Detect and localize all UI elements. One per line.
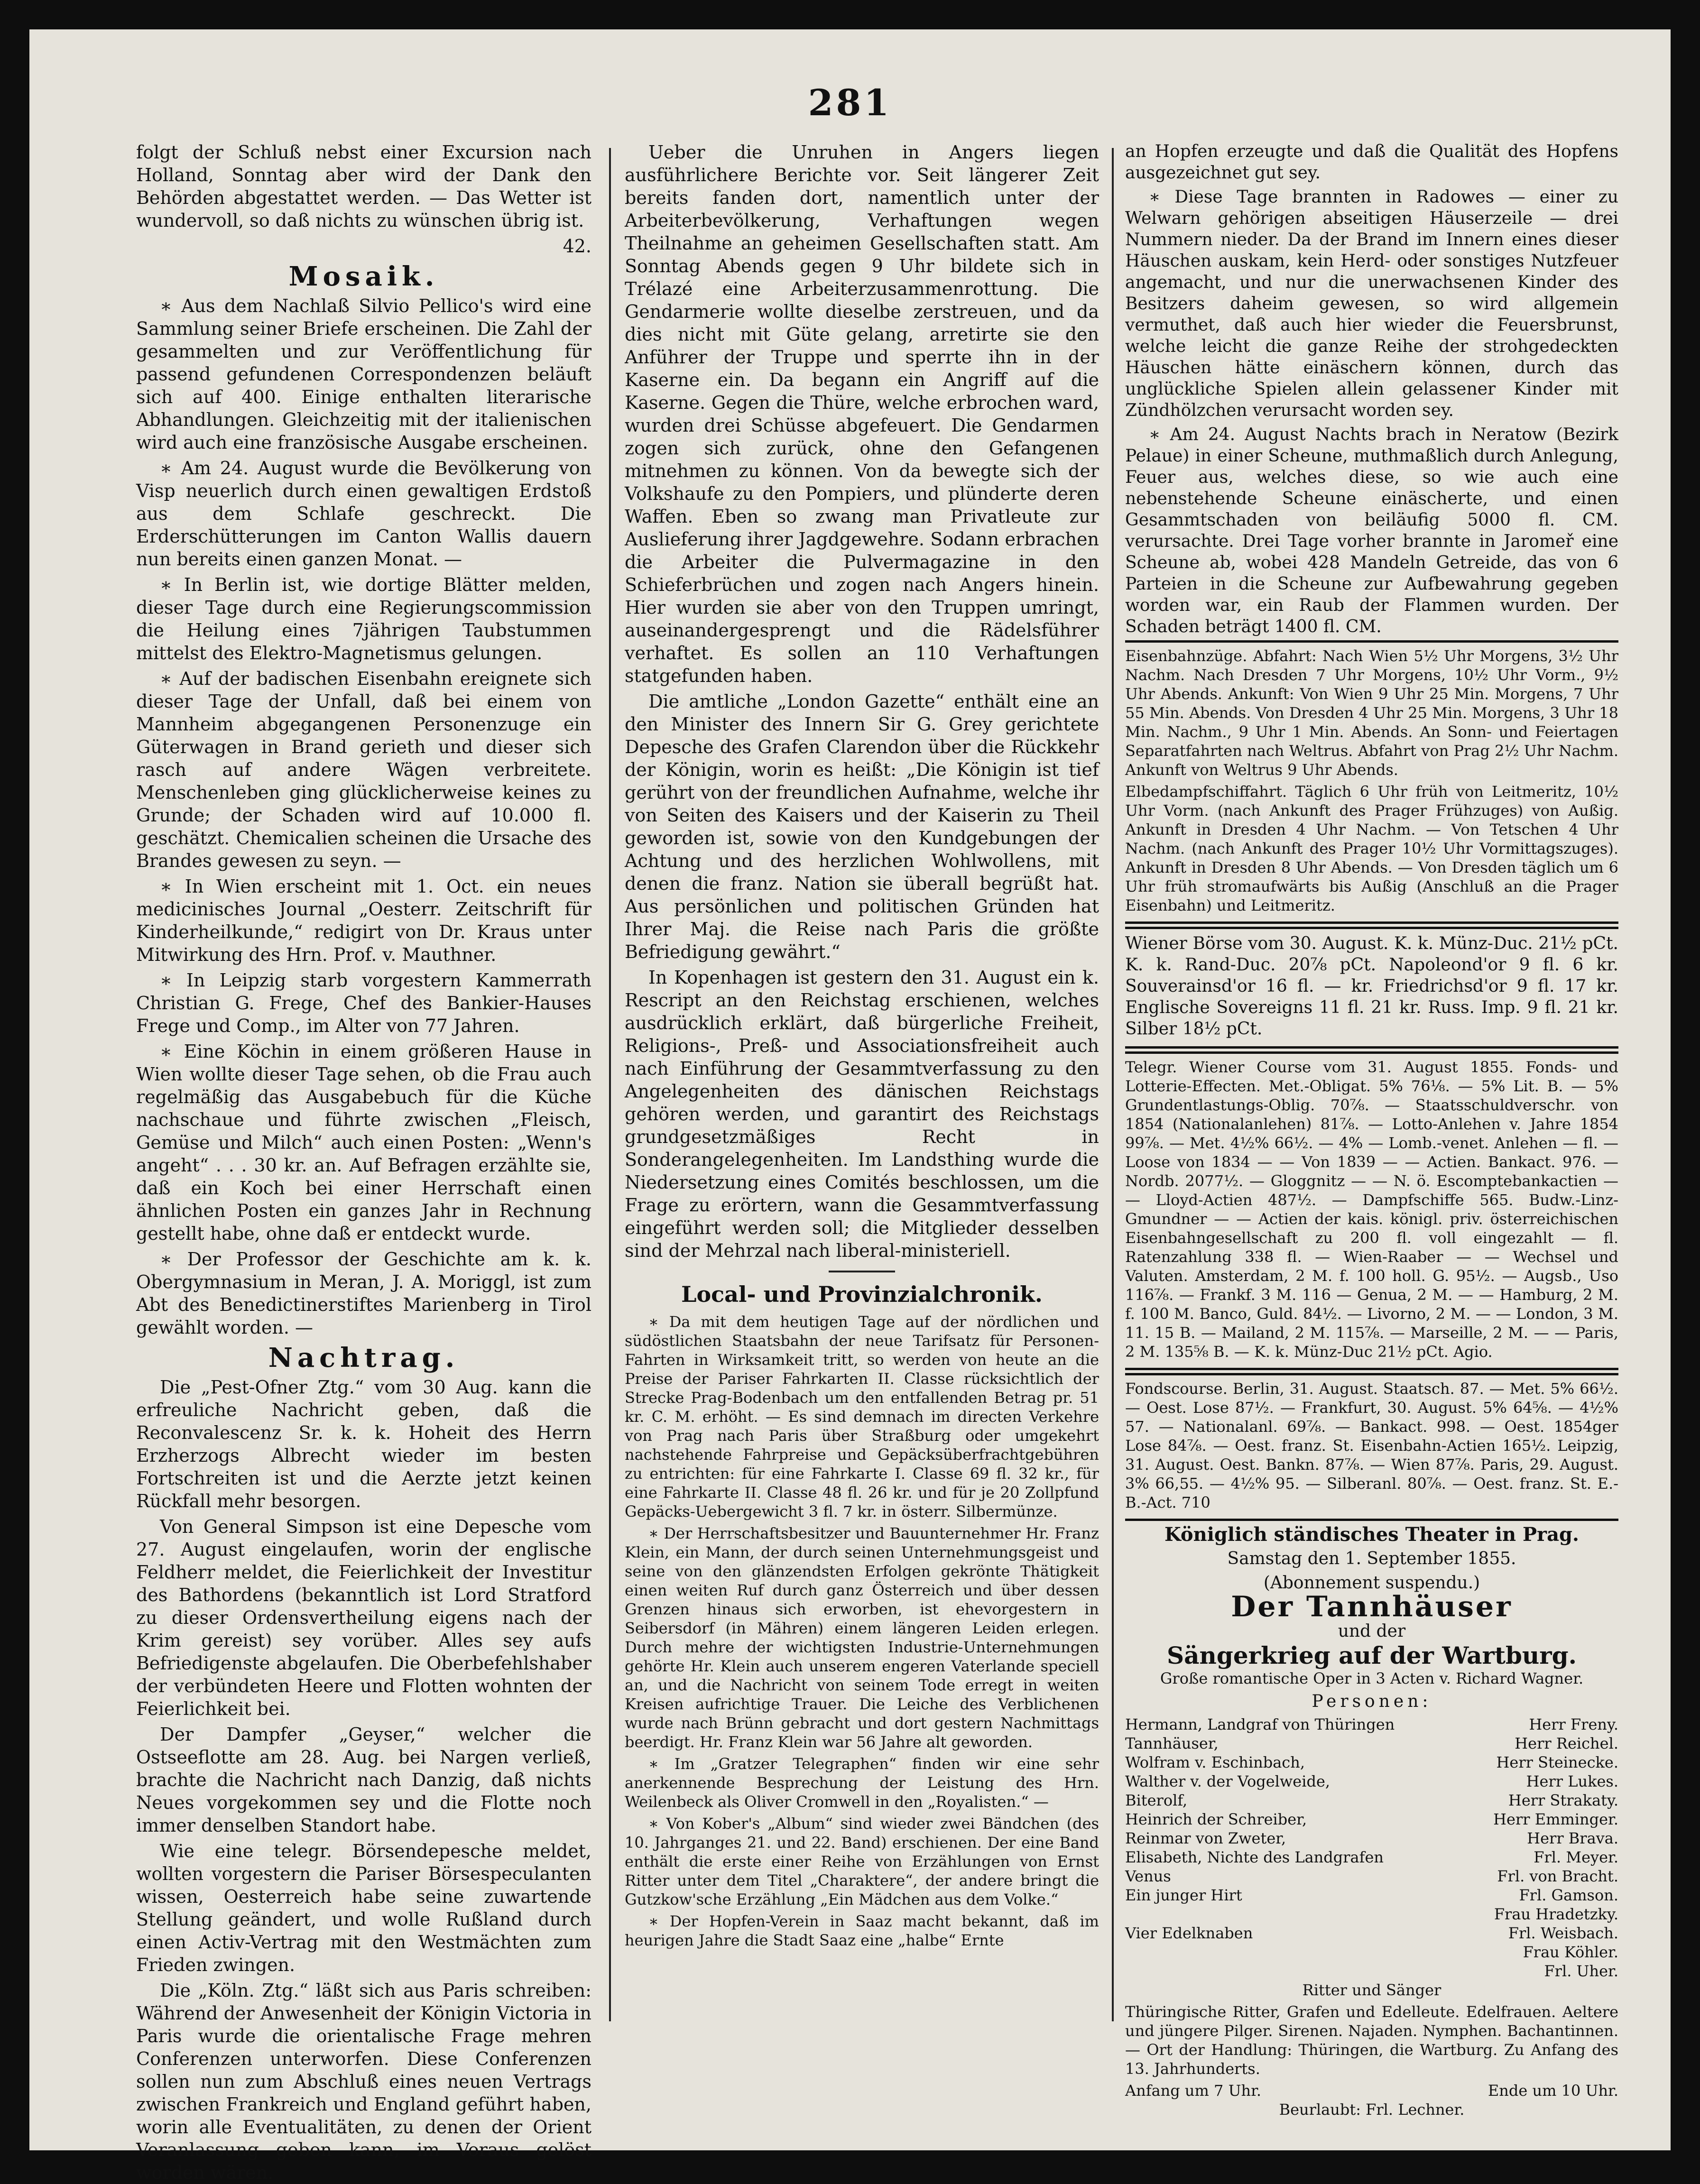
actor-name: Frl. Gamson.	[1519, 1886, 1618, 1904]
play-title-2: Sängerkrieg auf der Wartburg.	[1167, 1641, 1577, 1669]
mosaik-item: ∗ Eine Köchin in einem größeren Hause in Wien wollte dieser Tage sehen, ob die Frau auch regelmäßig das Ausgabebuch für die Küche nachschaue und führte zwischen „Fleisch, Gemüse und Milch“ auch einen Posten: „Wenn's angeht“ . . . 30 kr. an. Auf Befragen erzählte sie, daß ein Koch bei einer Herrschaft einen ähnlichen Posten ein ganzes Jahr in Rechnung gestellt habe, ohne daß er entdeckt wurde.	[136, 1041, 591, 1244]
nachtrag-paragraph: Die „Pest-Ofner Ztg.“ vom 30 Aug. kann die erfreuliche Nachricht geben, daß die Reconvalescenz Sr. k. k. Hoheit des Herrn Erzherzogs Albrecht wieder im besten Fortschreiten ist und die Aerzte jetzt keinen Rückfall mehr besorgen.	[136, 1377, 591, 1511]
role-name: Tannhäuser,	[1125, 1734, 1219, 1752]
role-name: Walther v. der Vogelweide,	[1125, 1772, 1330, 1790]
nachtrag-paragraph: Der Dampfer „Geyser,“ welcher die Ostseeflotte am 28. Aug. bei Nargen verließ, brachte die Nachricht nach Danzig, daß nichts Neues vorgekommen sey und die Flotte noch immer denselben Standort habe.	[136, 1724, 591, 1836]
timetable-box	[1125, 640, 1618, 924]
actor-name: Frl. Meyer.	[1534, 1848, 1618, 1866]
actor-name: Herr Lukes.	[1526, 1772, 1618, 1790]
local-item: ∗ Im „Gratzer Telegraphen“ finden wir eine sehr anerkennende Besprechung der Leistung des Hrn. Weilenbeck als Oliver Cromwell in den „Royalisten.“ —	[625, 1755, 1099, 1811]
mosaik-item: ∗ Am 24. August wurde die Bevölkerung von Visp neuerlich durch einen gewaltigen Erdstoß aus dem Schlafe geschreckt. Die Erderschütterungen im Canton Wallis dauern nun bereits einen ganzen Monat. —	[136, 458, 591, 570]
actor-name: Herr Brava.	[1527, 1829, 1618, 1847]
cast-row	[1125, 1753, 1618, 1772]
news-paragraph: ∗ Am 24. August Nachts brach in Neratow (Bezirk Pelaue) in einer Scheune, muthmaßlich durch Anlegung, Feuer aus, welches diese, so wie auch eine nebenstehende Scheune einäscherte, und einen Gesammtschaden von beiläufig 5000 fl. CM. verursachte. Drei Tage vorher brannte in Jaromeř eine Scheune ab, wobei 428 Mandeln Getreide, das von 6 Parteien in die Scheune zur Aufbewahrung gegeben worden war, ein Raub der Flammen wurden. Der Schaden beträgt 1400 fl. CM.	[1125, 425, 1618, 636]
news-paragraph: an Hopfen erzeugte und daß die Qualität des Hopfens ausgezeichnet gut sey.	[1125, 142, 1618, 183]
role-name: Biterolf,	[1125, 1791, 1188, 1809]
steamship-timetable: Elbedampfschiffahrt. Täglich 6 Uhr früh von Leitmeritz, 10½ Uhr Vorm. (nach Ankunft des Prager Frühzuges) von Außig. Ankunft in Dresden 4 Uhr Nachm. — Von Tetschen 4 Uhr Nachm. (nach Ankunft des Prager 10½ Uhr Vormittagszuges). Ankunft in Dresden 8 Uhr Abends. — Von Dresden täglich um 6 Uhr früh stromaufwärts bis Außig (Anschluß an die Prager Eisenbahn) und Leitmeritz.	[1125, 783, 1618, 914]
vienna-bourse: Wiener Börse vom 30. August. K. k. Münz-Duc. 21½ pCt. K. k. Rand-Duc. 20⅞ pCt. Napoleond'or 9 fl. 6 kr. Souverainsd'or 16 fl. — kr. Friedrichsd'or 9 fl. 17 kr. Englische Sovereigns 11 fl. 21 kr. Russ. Imp. 9 fl. 21 kr. Silber 18½ pCt.	[1125, 934, 1618, 1039]
news-paragraph: In Kopenhagen ist gestern den 31. August ein k. Rescript an den Reichstag erschienen, welches ausdrücklich erklärt, daß bürgerliche Freiheit, Religions-, Preß- und Associationsfreiheit auch nach Einführung der Gesammtverfassung zu den Angelegenheiten des dänischen Reichstags gehören werden, und garantirt des Reichstags grundgesetzmäßiges Recht in Sonderangelegenheiten. Im Landsthing wurde die Niedersetzung eines Comités beschlossen, um die Frage zu erörtern, wann die Gesammtverfassung eingeführt werden soll; die Mitglieder desselben sind der Mehrzal nach liberal-ministeriell.	[625, 967, 1099, 1261]
role-name: Hermann, Landgraf von Thüringen	[1125, 1715, 1395, 1733]
actor-name: Herr Steinecke.	[1496, 1753, 1618, 1771]
telegraph-courses: Telegr. Wiener Course vom 31. August 1855. Fonds- und Lotterie-Effecten. Met.-Obligat. 5% 76⅛. — 5% Lit. B. — 5% Grundentlastungs-Oblig. 70⅞. — Staatsschuldverschr. von 1854 (Nationalanlehen) 81⅞. — Lotto-Anlehen v. Jahre 1854 99⅞. — Met. 4½% 66½. — 4% — Lomb.-venet. Anlehen — fl. — Loose von 1834 — — Von 1839 — — Actien. Bankact. 976. — Nordb. 2077½. — Gloggnitz — — N. ö. Escomptebankactien — — Lloyd-Actien 487½. — Dampfschiffe 565. Budw.-Linz-Gmundner — — Actien der kais. königl. priv. österreichischen Eisenbahngesellschaft zu 200 fl. voll eingezahlt — fl. Ratenzahlung 338 fl. — Wien-Raaber — — Wechsel und Valuten. Amsterdam, 2 M. f. 100 holl. G. 95½. — Augsb., Uso 116⅞. — Frankf. 3 M. 116 — Genua, 2 M. — — Hamburg, 2 M. f. 100 M. Banco, Guld. 84½. — Livorno, 2 M. — — London, 3 M. 11. 15 B. — Mailand, 2 M. 115⅞. — Marseille, 2 M. — — Paris, 2 M. 135⅝ B. — K. k. Münz-Duc 21½ pCt. Agio.	[1125, 1058, 1618, 1361]
actor-name: Herr Strakaty.	[1508, 1791, 1618, 1809]
cast-row	[1125, 1791, 1618, 1810]
news-paragraph: ∗ Diese Tage brannten in Radowes — einer zu Welwarn gehörigen abseitigen Häuserzeile — drei Nummern nieder. Da der Brand im Innern eines dieser Häuschen auskam, kein Herd- oder sonstiges Nutzfeuer angemacht, und nur die unerwachsenen Kinder des Besitzers daheim gewesen, so wird allgemein vermuthet, daß auch hier wieder die Feuersbrunst, welche leicht die ganze Reihe der strohgedeckten Häuschen hätte einäschern können, durch das unglückliche Spielen allein gelassener Kinder mit Zündhölzchen verursacht worden sey.	[1125, 187, 1618, 420]
ritter-label: Ritter und Sänger	[1302, 1981, 1441, 1999]
local-chronicle-heading: Local- und Provinzialchronik.	[681, 1281, 1043, 1307]
actor-name: Frl. Weisbach.	[1508, 1924, 1618, 1942]
cast-row	[1125, 1867, 1618, 1886]
role-name: Venus	[1125, 1867, 1171, 1885]
local-item: ∗ Der Herrschaftsbesitzer und Bauunternehmer Hr. Franz Klein, ein Mann, der durch seinen Unternehmungsgeist und seine von den glänzendsten Erfolgen gekrönte Thätigkeit einen weiten Ruf durch ganz Österreich und über dessen Grenzen hinaus sich erworben, ist ehevorgestern in Seibersdorf (in Mähren) einem längeren Leiden erlegen. Durch mehre der wichtigsten Industrie-Unternehmungen gehörte Hr. Klein auch unserem engeren Vaterlande speciell an, und die Nachricht von seinem Tode erregt in weiten Kreisen aufrichtige Trauer. Die Leiche des Verblichenen wurde nach Brünn gebracht und dort gestern Nachmittags beerdigt. Hr. Franz Klein war 56 Jahre alt geworden.	[625, 1524, 1099, 1751]
theatre-announcement	[1125, 1524, 1618, 2119]
railway-timetable: Eisenbahnzüge. Abfahrt: Nach Wien 5½ Uhr Morgens, 3½ Uhr Nachm. Nach Dresden 7 Uhr Morgens, 10½ Uhr Vorm., 9½ Uhr Abends. Ankunft: Von Wien 9 Uhr 25 Min. Morgens, 7 Uhr 55 Min. Abends. Von Dresden 4 Uhr 25 Min. Morgens, 3 Uhr 18 Min. Nachm., 9 Uhr 1 Min. Abends. An Sonn- und Feiertagen Separatfahrten nach Weltrus. Abfahrt von Prag 2½ Uhr Nachm. Ankunft von Weltrus 9 Uhr Abends.	[1125, 647, 1618, 779]
actor-name: Frl. Uher.	[1544, 1962, 1618, 1980]
nachtrag-paragraph: Wie eine telegr. Börsendepesche meldet, wollten vorgestern die Pariser Börsespeculanten wissen, Oesterreich habe seine zuwartende Stellung geändert, und wolle Rußland durch einen Activ-Vertrag mit den Westmächten zum Frieden zwingen.	[136, 1841, 591, 1975]
mosaik-item: ∗ Aus dem Nachlaß Silvio Pellico's wird eine Sammlung seiner Briefe erscheinen. Die Zahl der gesammelten und zur Veröffentlichung für passend gefundenen Correspondenzen beläuft sich auf 400. Einige enthalten literarische Abhandlungen. Gleichzeitig mit der italienischen wird auch eine französische Ausgabe erscheinen.	[136, 295, 591, 453]
persons-heading: Personen:	[1312, 1692, 1432, 1711]
local-item: ∗ Da mit dem heutigen Tage auf der nördlichen und südöstlichen Staatsbahn der neue Tarifsatz für Personen-Fahrten in Wirksamkeit tritt, so werden von heute an die Preise der Pariser Fahrkarten II. Classe rücksichtlich der Strecke Prag-Bodenbach um den entfallenden Betrag pr. 51 kr. C. M. erhöht. — Es sind demnach im directen Verkehre von Prag nach Paris über Straßburg oder umgekehrt nachstehende Fahrpreise und Gepäcksüberfrachtgebühren zu entrichten: für eine Fahrkarte I. Classe 69 fl. 32 kr., für eine Fahrkarte II. Classe 48 fl. 26 kr. und für je 20 Zollpfund Gepäcks-Uebergewicht 3 fl. 7 kr. in österr. Silbermünze.	[625, 1313, 1099, 1521]
actor-name: Frl. von Bracht.	[1497, 1867, 1618, 1885]
telegraph-course-box	[1125, 1051, 1618, 1370]
play-title: Der Tannhäuser	[1231, 1590, 1513, 1623]
theatre-date: Samstag den 1. September 1855.	[1227, 1549, 1516, 1568]
role-name: Wolfram v. Eschinbach,	[1125, 1753, 1305, 1771]
end-time: Ende um 10 Uhr.	[1488, 2082, 1618, 2100]
role-name: Heinrich der Schreiber,	[1125, 1810, 1307, 1828]
cast-row	[1125, 1734, 1618, 1753]
cast-row	[1125, 1715, 1618, 1734]
column-rule	[1112, 148, 1114, 2021]
mosaik-heading: Mosaik.	[288, 261, 439, 292]
mosaik-item: ∗ Der Professor der Geschichte am k. k. Obergymnasium in Meran, J. A. Moriggl, ist zum Abt des Benedictinerstiftes Marienberg in Tirol gewählt worden. —	[136, 1249, 591, 1338]
cast-row	[1125, 1886, 1618, 1905]
column-3	[1125, 141, 1618, 2119]
role-name: Vier Edelknaben	[1125, 1924, 1253, 1942]
actor-name: Herr Emminger.	[1493, 1810, 1618, 1828]
local-item: ∗ Der Hopfen-Verein in Saaz macht bekannt, daß im heurigen Jahre die Stadt Saaz eine „halbe“ Ernte	[625, 1912, 1099, 1949]
start-time: Anfang um 7 Uhr.	[1125, 2082, 1262, 2100]
column-2	[625, 141, 1099, 2038]
cast-row	[1125, 1829, 1618, 1848]
nachtrag-heading: Nachtrag.	[268, 1342, 460, 1373]
mosaik-item: ∗ In Leipzig starb vorgestern Kammerrath Christian G. Frege, Chef des Bankier-Hauses Frege und Comp., im Alter von 77 Jahren.	[136, 970, 591, 1036]
actor-name: Herr Reichel.	[1515, 1734, 1618, 1752]
column-1	[136, 141, 591, 2183]
cast-row	[1125, 1848, 1618, 1867]
page-number: 281	[808, 82, 892, 124]
actor-name: Frau Köhler.	[1523, 1943, 1618, 1961]
cast-row	[1125, 1810, 1618, 1829]
mosaik-item: ∗ Auf der badischen Eisenbahn ereignete sich dieser Tage der Unfall, daß bei einem von Mannheim abgegangenen Personenzuge ein Güterwagen in Brand gerieth und dieser sich rasch auf andere Wägen verbreitete. Menschenleben ging glücklicherweise keines zu Grunde; der Schaden wird auf 10.000 fl. geschätzt. Chemicalien scheinen die Ursache des Brandes gewesen zu seyn. —	[136, 668, 591, 871]
newspaper-page	[29, 29, 1671, 2183]
play-conjunction: und der	[1338, 1622, 1406, 1641]
role-name: Elisabeth, Nichte des Landgrafen	[1125, 1848, 1384, 1866]
role-name: Reinmar von Zweter,	[1125, 1829, 1286, 1847]
intro-signature: 42.	[563, 236, 591, 257]
news-paragraph: Ueber die Unruhen in Angers liegen ausführlichere Berichte vor. Seit längerer Zeit bereits fanden dort, namentlich unter der Arbeiterbevölkerung, Verhaftungen wegen Theilnahme an geheimen Gesellschaften statt. Am Sonntag Abends gegen 9 Uhr bildete sich in Trélazé eine Arbeiterzusammenrottung. Die Gendarmerie wollte dieselbe zerstreuen, und da dies nicht mit Güte gelang, arretirte sie den Anführer der Truppe und sperrte ihn in der Kaserne ein. Da begann ein Angriff auf die Kaserne. Gegen die Thüre, welche erbrochen ward, wurden drei Schüsse abgefeuert. Die Gendarmen zogen sich zurück, ohne den Gefangenen mitnehmen zu können. Von da bewegte sich der Volkshaufe zu den Pompiers, und plünderte deren Waffen. Eben so zwang man Privatleute zur Auslieferung ihrer Jagdgewehre. Sodann erbrachen die Arbeiter die Pulvermagazine in den Schieferbrüchen und zogen nach Angers hinein. Hier wurden sie aber von den Truppen umringt, auseinandergesprengt und die Rädelsführer verhaftet. Es sollen an 110 Verhaftungen statgefunden haben.	[625, 142, 1099, 686]
local-item: ∗ Von Kober's „Album“ sind wieder zwei Bändchen (des 10. Jahrganges 21. und 22. Band) erschienen. Der eine Band enthält die erste einer Reihe von Erzählungen von Ernst Ritter unter dem Titel „Charaktere“, der andere bringt die Gutzkow'sche Erzählung „Ein Mädchen aus dem Volke.“	[625, 1815, 1099, 1908]
nachtrag-paragraph: Die „Köln. Ztg.“ läßt sich aus Paris schreiben: Während der Anwesenheit der Königin Victoria in Paris wurde die orientalische Frage mehren Conferenzen unterworfen. Diese Conferenzen sollen nun zum Abschluß eines neuen Vertrags zwischen Frankreich und England geführt haben, worin alle Eventualitäten, zu denen der Orient Veranlassung geben kann, im Voraus gelöst worden wären.	[136, 1980, 591, 2183]
column-rule	[609, 148, 611, 2021]
cast-row	[1125, 1943, 1618, 1962]
cast-row	[1125, 1905, 1618, 1924]
on-leave: Beurlaubt: Frl. Lechner.	[1279, 2101, 1465, 2119]
theatre-note: (Abonnement suspendu.)	[1263, 1573, 1480, 1593]
section-separator	[829, 1271, 895, 1272]
nachtrag-paragraph: Von General Simpson ist eine Depesche vom 27. August eingelaufen, worin der englische Feldherr meldet, die Feierlichkeit der Investitur des Bathordens (bekanntlich ist Lord Stratford zu dieser Ordensvertheilung eigens nach der Krim gereist) sey vorüber. Alles sey aufs Befriedigenste abgelaufen. Die Oberbefehlshaber der verbündeten Heere und Flotten wohnten der Feierlichkeit bei.	[136, 1516, 591, 1719]
play-subtitle: Große romantische Oper in 3 Acten v. Richard Wagner.	[1160, 1669, 1584, 1687]
cast-row	[1125, 1924, 1618, 1943]
theatre-extras: Thüringische Ritter, Grafen und Edelleute. Edelfrauen. Aeltere und jüngere Pilger. Sirenen. Najaden. Nymphen. Bachantinnen. — Ort der Handlung: Thüringen, die Wartburg. Zu Anfang des 13. Jahrhunderts.	[1125, 2003, 1618, 2078]
fonds-courses: Fondscourse. Berlin, 31. August. Staatsch. 87. — Met. 5% 66½. — Oest. Lose 87½. — Frankfurt, 30. August. 5% 64⅝. — 4½% 57. — Nationalanl. 69⅞. — Bankact. 998. — Oest. 1854ger Lose 84⅞. — Oest. franz. St. Eisenbahn-Actien 165½. Leipzig, 31. August. Oest. Bankn. 87⅞. — Wien 87⅞. Paris, 29. August. 3% 66,55. — 4½% 95. — Silberanl. 80⅞. — Oest. franz. St. E.-B.-Act. 710	[1125, 1380, 1618, 1511]
mosaik-item: ∗ In Wien erscheint mit 1. Oct. ein neues medicinisches Journal „Oesterr. Zeitschrift für Kinderheilkunde,“ redigirt von Dr. Kraus unter Mitwirkung des Hrn. Prof. v. Mauthner.	[136, 876, 591, 965]
cast-row	[1125, 1772, 1618, 1791]
cast-row	[1125, 1962, 1618, 1981]
mosaik-item: ∗ In Berlin ist, wie dortige Blätter melden, dieser Tage durch eine Regierungscommission die Heilung eines 7jährigen Taubstummen mittelst des Elektro-Magnetismus gelungen.	[136, 574, 591, 663]
news-paragraph: Die amtliche „London Gazette“ enthält eine an den Minister des Innern Sir G. Grey gerichtete Depesche des Grafen Clarendon über die Rückkehr der Königin, worin es heißt: „Die Königin ist tief gerührt von der freundlichen Aufnahme, welche ihr von Seiten des Kaisers und der Kaiserin zu Theil geworden ist, sowie von den Kundgebungen der Achtung und des herzlichen Wohlwollens, mit denen die franz. Nation sie überall begrüßt hat. Aus persönlichen und politischen Gründen hat Ihrer Maj. die Reise nach Paris die größte Befriedigung gewährt.“	[625, 691, 1099, 962]
intro-paragraph: folgt der Schluß nebst einer Excursion nach Holland, Sonntag aber wird der Dank den Behörden abgestattet werden. — Das Wetter ist wundervoll, so daß nichts zu wünschen übrig ist.	[136, 142, 591, 231]
fonds-course-box	[1125, 1373, 1618, 1521]
actor-name: Frau Hradetzky.	[1494, 1905, 1618, 1923]
theatre-title: Königlich ständisches Theater in Prag.	[1164, 1523, 1579, 1546]
cast-list	[1125, 1715, 1618, 1981]
actor-name: Herr Freny.	[1529, 1715, 1618, 1733]
role-name: Ein junger Hirt	[1125, 1886, 1242, 1904]
bourse-box	[1125, 927, 1618, 1049]
